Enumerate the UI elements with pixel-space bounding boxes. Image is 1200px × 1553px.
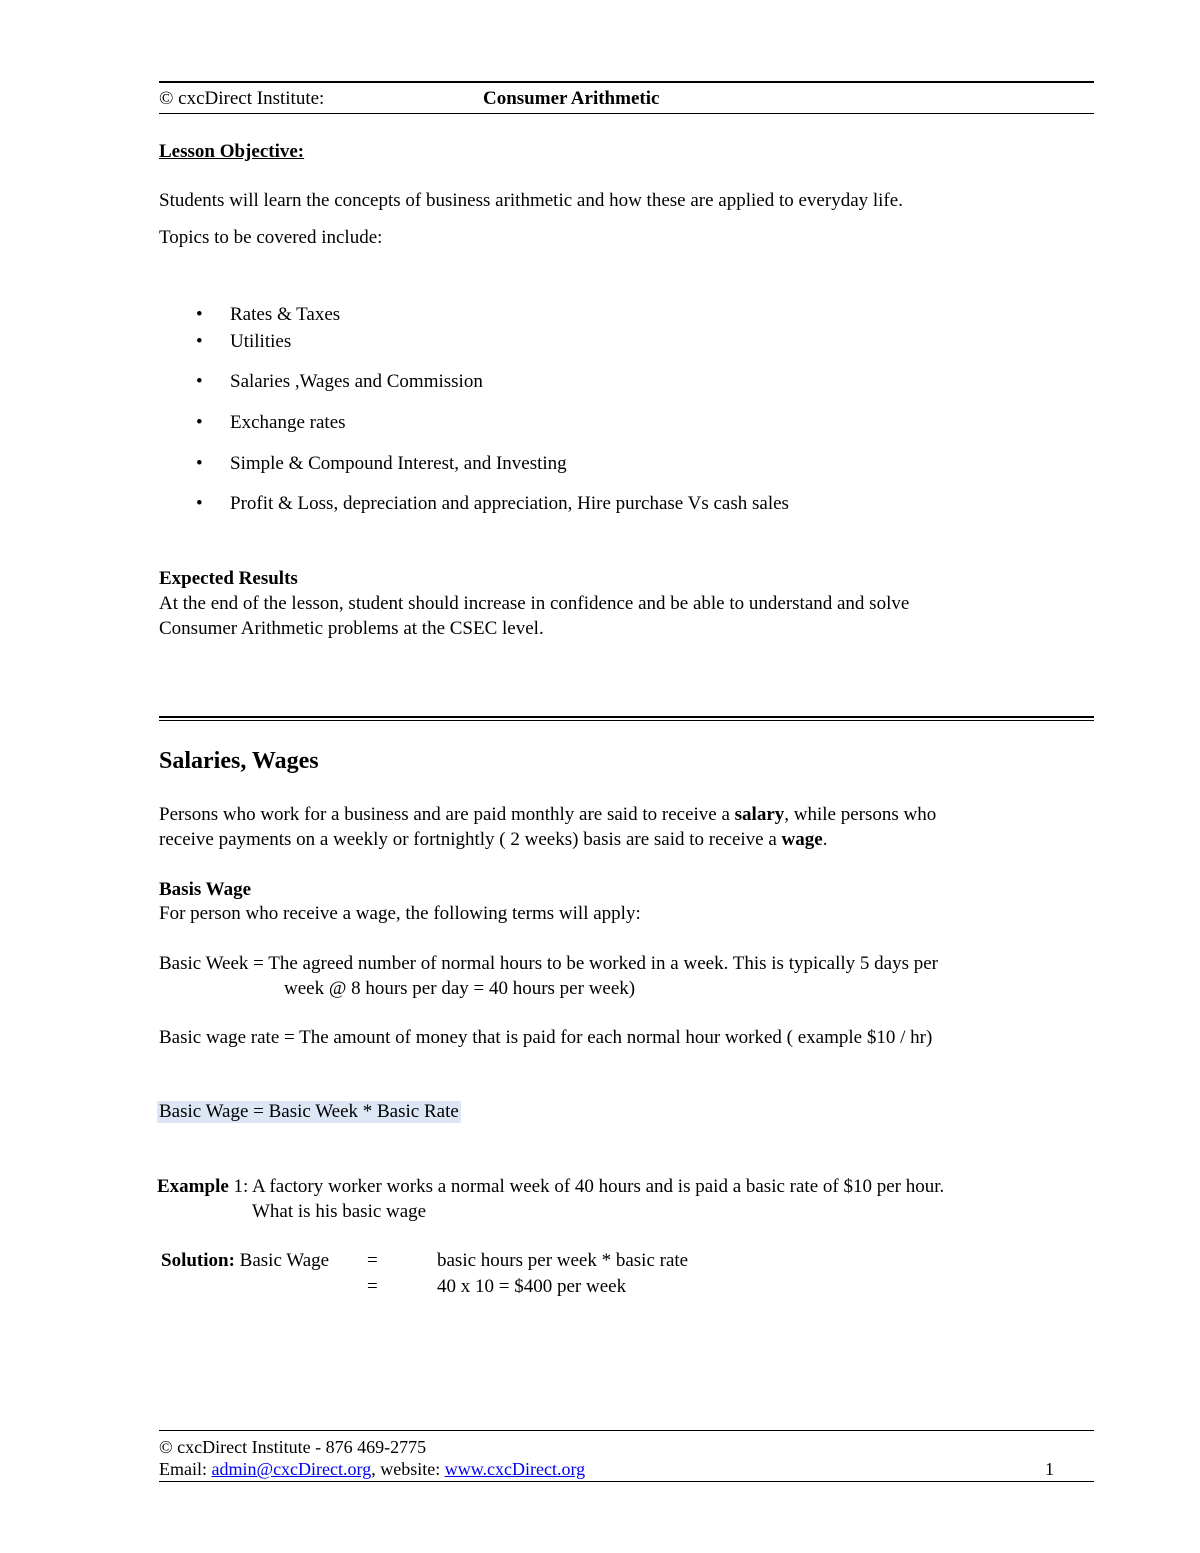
text-span: . xyxy=(822,829,828,850)
basic-rate-definition: Basic wage rate = The amount of money that is paid for each normal hour worked ( example $10 / hr) xyxy=(159,1027,933,1048)
basic-week-definition-line-2: week @ 8 hours per day = 40 hours per week) xyxy=(284,978,636,999)
email-label: Email: xyxy=(159,1459,212,1479)
example-line-2: What is his basic wage xyxy=(252,1201,427,1222)
example-line-1 xyxy=(157,1176,944,1198)
footer-bottom-rule xyxy=(159,1481,1094,1482)
bullet-marker: • xyxy=(196,304,203,325)
header-institute: © cxcDirect Institute: xyxy=(159,88,325,109)
objective-intro: Students will learn the concepts of business arithmetic and how these are applied to everyday life. xyxy=(159,190,903,211)
solution-lhs xyxy=(161,1250,329,1272)
footer-top-rule xyxy=(159,1430,1094,1431)
term-wage: wage xyxy=(781,829,823,850)
section-divider-bottom xyxy=(159,720,1094,721)
header-bottom-rule xyxy=(159,113,1094,114)
page-number: 1 xyxy=(1045,1459,1054,1479)
text-span: 1: A factory worker works a normal week of 40 hours and is paid a basic rate of $10 per hour. xyxy=(228,1176,945,1197)
bullet-marker: • xyxy=(196,371,203,392)
topic-item: Simple & Compound Interest, and Investing xyxy=(230,453,567,474)
expected-line-1: At the end of the lesson, student should increase in confidence and be able to understand and solve xyxy=(159,593,910,614)
footer-contact: © cxcDirect Institute - 876 469-2775 xyxy=(159,1437,427,1457)
expected-line-2: Consumer Arithmetic problems at the CSEC level. xyxy=(159,618,544,639)
section-paragraph-line-2 xyxy=(159,829,827,851)
basic-week-definition-line-1: Basic Week = The agreed number of normal hours to be worked in a week. This is typically 5 days per xyxy=(159,953,939,974)
text-span: Persons who work for a business and are paid monthly are said to receive a xyxy=(159,804,735,825)
example-label: Example xyxy=(157,1176,229,1197)
section-title: Salaries, Wages xyxy=(159,748,319,774)
email-link[interactable]: admin@cxcDirect.org xyxy=(211,1459,372,1479)
bullet-marker: • xyxy=(196,412,203,433)
topic-item: Profit & Loss, depreciation and appreciation, Hire purchase Vs cash sales xyxy=(230,493,789,514)
basis-wage-heading: Basis Wage xyxy=(159,879,252,900)
section-paragraph-line-1 xyxy=(159,804,936,826)
header-title: Consumer Arithmetic xyxy=(483,88,660,109)
expected-heading: Expected Results xyxy=(159,568,298,589)
website-link[interactable]: www.cxcDirect.org xyxy=(444,1459,586,1479)
topic-item: Exchange rates xyxy=(230,412,346,433)
section-divider-top xyxy=(159,716,1094,718)
topic-item: Salaries ,Wages and Commission xyxy=(230,371,483,392)
topic-item: Rates & Taxes xyxy=(230,304,341,325)
header-top-rule xyxy=(159,81,1094,83)
topic-item: Utilities xyxy=(230,331,292,352)
topics-label: Topics to be covered include: xyxy=(159,227,383,248)
text-span: Basic Wage xyxy=(234,1250,330,1271)
solution-equals-1: = xyxy=(367,1250,378,1271)
basic-wage-formula: Basic Wage = Basic Week * Basic Rate xyxy=(159,1101,459,1122)
objective-heading: Lesson Objective: xyxy=(159,141,305,162)
bullet-marker: • xyxy=(196,453,203,474)
basis-wage-intro: For person who receive a wage, the following terms will apply: xyxy=(159,903,641,924)
text-span: , while persons who xyxy=(784,804,937,825)
text-span: receive payments on a weekly or fortnightly ( 2 weeks) basis are said to receive a xyxy=(159,829,782,850)
bullet-marker: • xyxy=(196,331,203,352)
solution-rhs-1: basic hours per week * basic rate xyxy=(437,1250,689,1271)
term-salary: salary xyxy=(734,804,785,825)
solution-rhs-2: 40 x 10 = $400 per week xyxy=(437,1276,627,1297)
solution-label: Solution: xyxy=(161,1250,235,1271)
bullet-marker: • xyxy=(196,493,203,514)
footer-links xyxy=(159,1459,585,1480)
solution-equals-2: = xyxy=(367,1276,378,1297)
text-span: , website: xyxy=(371,1459,445,1479)
